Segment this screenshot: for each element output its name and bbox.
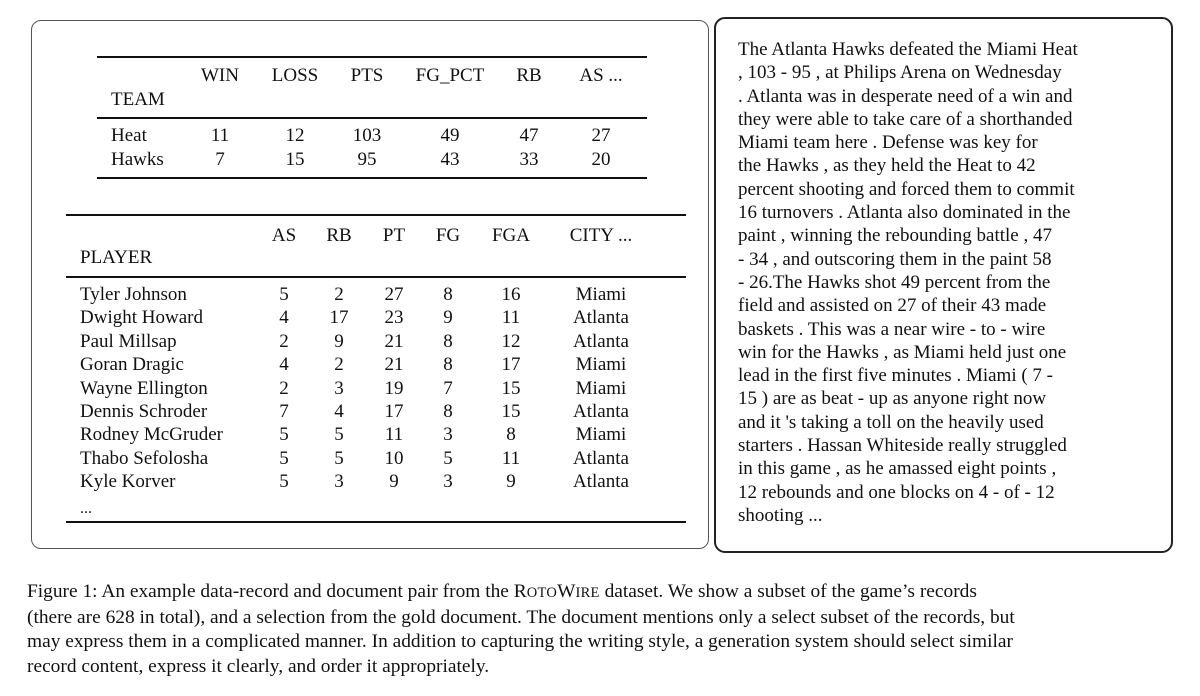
player-cell: Atlanta	[573, 471, 629, 493]
team-col-header: FG_PCT	[415, 65, 485, 86]
player-name: Goran Dragic	[80, 354, 184, 376]
player-name: Rodney McGruder	[80, 424, 223, 446]
player-cell: 11	[501, 307, 521, 329]
player-cell: 5	[443, 447, 453, 469]
player-cell: 4	[279, 307, 289, 329]
team-cell: 27	[591, 125, 611, 146]
player-cell: 4	[334, 401, 344, 422]
player-cell: 11	[501, 447, 521, 469]
caption-before: Figure 1: An example data-record and document pair from the R	[27, 581, 527, 602]
player-cell: 15	[501, 377, 521, 399]
player-cell: Atlanta	[573, 307, 629, 329]
player-cell: 9	[443, 307, 453, 329]
player-col-header: CITY ...	[569, 225, 633, 246]
caption-after: dataset. We show a subset of the game’s records (there are 628 in total), and a selection from the gold document. The document mentions only a select subset of the records, but may express them in a complicated manner. In addition to capturing the writing style, a generation system should select similar record content, express it clearly, and order it appropriately.	[27, 581, 1015, 677]
player-cell: 2	[279, 330, 289, 352]
team-cell: 103	[352, 125, 382, 146]
player-name: Kyle Korver	[80, 471, 176, 493]
player-cell: 3	[334, 471, 344, 493]
player-cell: 21	[384, 330, 404, 352]
team-cell: 11	[210, 125, 230, 146]
player-cell: 5	[279, 284, 289, 305]
team-cell: 43	[440, 149, 460, 170]
player-col-header: RB	[326, 225, 352, 246]
team-col-header: RB	[516, 65, 542, 86]
team-col-header: PTS	[350, 65, 384, 86]
caption-smallcaps-1: OTO	[526, 585, 558, 601]
player-cell: 27	[384, 284, 404, 305]
team-table-bottom-rule	[97, 177, 647, 179]
player-cell: 17	[501, 354, 521, 376]
player-cell: 8	[506, 424, 516, 446]
player-cell: 8	[443, 330, 453, 352]
player-cell: 5	[279, 471, 289, 493]
team-table-top-rule	[97, 56, 647, 58]
player-name: Dwight Howard	[80, 307, 203, 329]
player-cell: 7	[279, 401, 289, 422]
team-col-header: WIN	[201, 65, 239, 86]
player-cell: 12	[501, 330, 521, 352]
player-cell: Atlanta	[573, 401, 629, 422]
player-table-ellipsis: ...	[80, 500, 92, 517]
player-cell: 4	[279, 354, 289, 376]
caption-middle: W	[557, 581, 576, 602]
team-name: Hawks	[111, 149, 164, 170]
player-table-bottom-rule	[66, 521, 686, 523]
player-name: Wayne Ellington	[80, 377, 208, 399]
player-col-header: AS	[271, 225, 297, 246]
player-cell: Atlanta	[573, 330, 629, 352]
team-cell: 47	[519, 125, 539, 146]
player-col-header: PT	[382, 225, 406, 246]
player-cell: 9	[334, 330, 344, 352]
player-cell: Miami	[575, 284, 627, 305]
player-cell: 3	[443, 424, 453, 446]
player-cell: 21	[384, 354, 404, 376]
team-cell: 49	[440, 125, 460, 146]
player-cell: 3	[443, 471, 453, 493]
player-cell: 15	[501, 401, 521, 422]
player-cell: 10	[384, 447, 404, 469]
player-row-header: PLAYER	[80, 247, 153, 268]
player-cell: 5	[334, 424, 344, 446]
caption-smallcaps-2: IRE	[575, 585, 600, 601]
player-cell: 5	[279, 424, 289, 446]
team-col-header: AS ...	[579, 65, 623, 86]
player-cell: 8	[443, 401, 453, 422]
figure-caption	[27, 580, 1177, 679]
player-cell: 2	[334, 354, 344, 376]
player-cell: Miami	[575, 354, 627, 376]
player-cell: 7	[443, 377, 453, 399]
player-cell: Miami	[575, 424, 627, 446]
team-cell: 12	[285, 125, 305, 146]
player-name: Thabo Sefolosha	[80, 447, 209, 469]
player-cell: 2	[279, 377, 289, 399]
team-table-mid-rule	[97, 117, 647, 119]
team-cell: 7	[215, 149, 225, 170]
player-cell: 9	[506, 471, 516, 493]
player-name: Dennis Schroder	[80, 401, 208, 422]
document-text: The Atlanta Hawks defeated the Miami Heat , 103 - 95 , at Philips Arena on Wednesday . Atlanta was in desperate need of a win and they were able to take care of a shorthanded Miami team here . Defense was key for the Hawks , as they held the Heat to 42 percent shooting and forced them to commit 16 turnovers . Atlanta also dominated in the paint , winning the rebounding battle , 47 - 34 , and outscoring them in the paint 58 - 26.The Hawks shot 49 percent from the field and assisted on 27 of their 43 made baskets . This was a near wire - to - wire win for the Hawks , as Miami held just one lead in the first five minutes . Miami ( 7 - 15 ) are as beat - up as anyone right now and it 's taking a toll on the heavily used starters . Hassan Whiteside really struggled in this game , as he amassed eight points , 12 rebounds and one blocks on 4 - of - 12 shooting ...	[738, 39, 1078, 526]
player-table-mid-rule	[66, 276, 686, 278]
team-col-header: LOSS	[271, 65, 319, 86]
player-cell: 8	[443, 284, 453, 305]
player-cell: 19	[384, 377, 404, 399]
player-cell: 17	[329, 307, 349, 329]
player-name: Tyler Johnson	[80, 284, 187, 305]
team-cell: 95	[357, 149, 377, 170]
player-table-top-rule	[66, 214, 686, 216]
team-row-header: TEAM	[111, 89, 165, 110]
player-col-header: FGA	[491, 225, 530, 246]
player-name: Paul Millsap	[80, 330, 177, 352]
player-cell: Atlanta	[573, 447, 629, 469]
player-cell: 11	[384, 424, 404, 446]
player-cell: 3	[334, 377, 344, 399]
player-cell: 2	[334, 284, 344, 305]
player-cell: 9	[389, 471, 399, 493]
team-name: Heat	[111, 125, 147, 146]
player-cell: 5	[334, 447, 344, 469]
team-cell: 15	[285, 149, 305, 170]
player-cell: 16	[501, 284, 521, 305]
player-cell: 17	[384, 401, 404, 422]
team-cell: 33	[519, 149, 539, 170]
player-cell: 8	[443, 354, 453, 376]
player-cell: Miami	[575, 377, 627, 399]
player-col-header: FG	[435, 225, 461, 246]
player-cell: 5	[279, 447, 289, 469]
team-cell: 20	[591, 149, 611, 170]
player-cell: 23	[384, 307, 404, 329]
